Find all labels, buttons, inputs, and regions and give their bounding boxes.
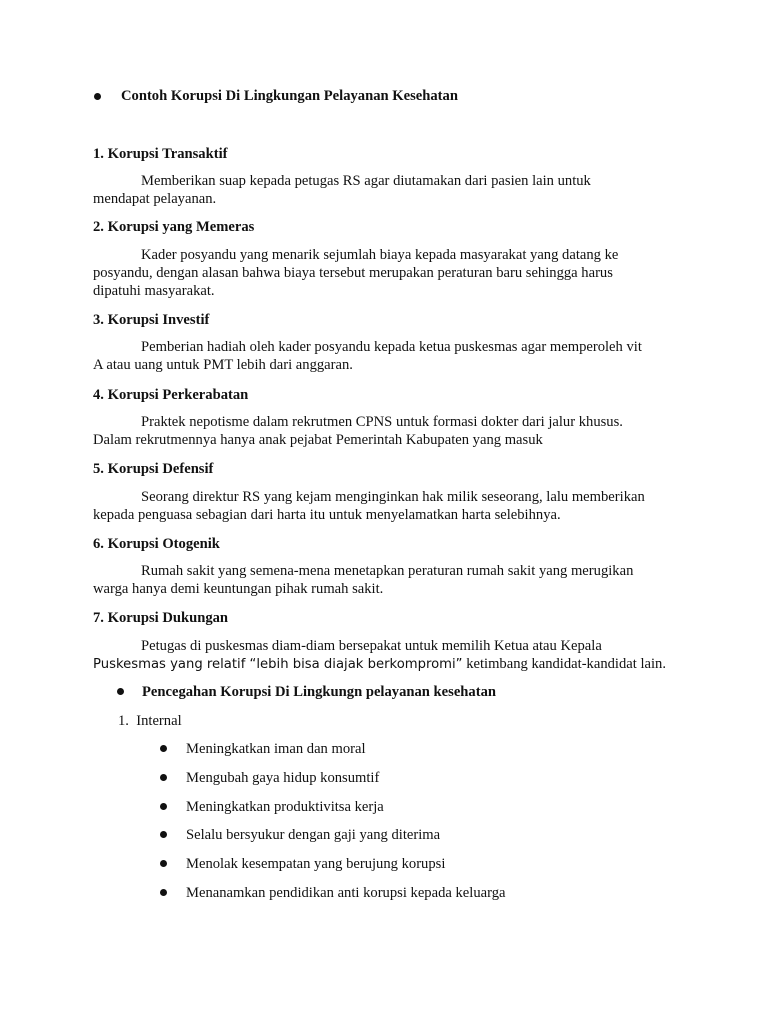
- list-item: Selalu bersyukur dengan gaji yang diterima: [186, 827, 441, 843]
- section-heading: 6. Korupsi Otogenik: [93, 536, 220, 552]
- bullet-icon: [160, 745, 167, 752]
- section-heading: 4. Korupsi Perkerabatan: [93, 387, 249, 403]
- bullet-icon: [117, 688, 124, 695]
- paragraph-line: Dalam rekrutmennya hanya anak pejabat Pemerintah Kabupaten yang masuk: [93, 432, 543, 448]
- paragraph-line: Pemberian hadiah oleh kader posyandu kepada ketua puskesmas agar memperoleh vit: [141, 339, 642, 355]
- list-item: Menanamkan pendidikan anti korupsi kepada keluarga: [186, 885, 506, 901]
- bullet-icon: [160, 774, 167, 781]
- document-title: Contoh Korupsi Di Lingkungan Pelayanan Kesehatan: [121, 88, 458, 104]
- list-item: Mengubah gaya hidup konsumtif: [186, 770, 380, 786]
- section-heading: 2. Korupsi yang Memeras: [93, 219, 255, 235]
- paragraph-line: dipatuhi masyarakat.: [93, 283, 215, 299]
- bullet-icon: [94, 93, 101, 100]
- paragraph-segment: Puskesmas yang relatif “lebih bisa diajak berkompromi”: [93, 657, 463, 672]
- paragraph-line: Memberikan suap kepada petugas RS agar diutamakan dari pasien lain untuk: [141, 173, 591, 189]
- prevention-heading: Pencegahan Korupsi Di Lingkungn pelayanan kesehatan: [142, 684, 496, 700]
- paragraph-line: Petugas di puskesmas diam-diam bersepakat untuk memilih Ketua atau Kepala: [141, 638, 602, 654]
- paragraph-line: warga hanya demi keuntungan pihak rumah sakit.: [93, 581, 384, 597]
- paragraph-line: A atau uang untuk PMT lebih dari anggaran.: [93, 357, 353, 373]
- list-item: Menolak kesempatan yang berujung korupsi: [186, 856, 446, 872]
- bullet-icon: [160, 860, 167, 867]
- paragraph-line: mendapat pelayanan.: [93, 191, 217, 207]
- bullet-icon: [160, 831, 167, 838]
- section-heading: 7. Korupsi Dukungan: [93, 610, 229, 626]
- section-heading: 3. Korupsi Investif: [93, 312, 210, 328]
- paragraph-line-mixed: [93, 655, 666, 674]
- section-heading: 1. Korupsi Transaktif: [93, 146, 228, 162]
- numbered-item-label: 1. Internal: [118, 713, 182, 729]
- section-heading: 5. Korupsi Defensif: [93, 461, 214, 477]
- paragraph-line: Praktek nepotisme dalam rekrutmen CPNS untuk formasi dokter dari jalur khusus.: [141, 414, 623, 430]
- bullet-icon: [160, 889, 167, 896]
- paragraph-line: kepada penguasa sebagian dari harta itu untuk menyelamatkan harta selebihnya.: [93, 507, 561, 523]
- list-item: Meningkatkan iman dan moral: [186, 741, 366, 757]
- paragraph-line: Rumah sakit yang semena-mena menetapkan peraturan rumah sakit yang merugikan: [141, 563, 634, 579]
- paragraph-segment: ketimbang kandidat-kandidat lain.: [466, 656, 666, 672]
- paragraph-line: Seorang direktur RS yang kejam menginginkan hak milik seseorang, lalu memberikan: [141, 489, 645, 505]
- bullet-icon: [160, 803, 167, 810]
- list-item: Meningkatkan produktivitsa kerja: [186, 799, 384, 815]
- paragraph-line: Kader posyandu yang menarik sejumlah biaya kepada masyarakat yang datang ke: [141, 247, 619, 263]
- paragraph-line: posyandu, dengan alasan bahwa biaya tersebut merupakan peraturan baru sehingga harus: [93, 265, 613, 281]
